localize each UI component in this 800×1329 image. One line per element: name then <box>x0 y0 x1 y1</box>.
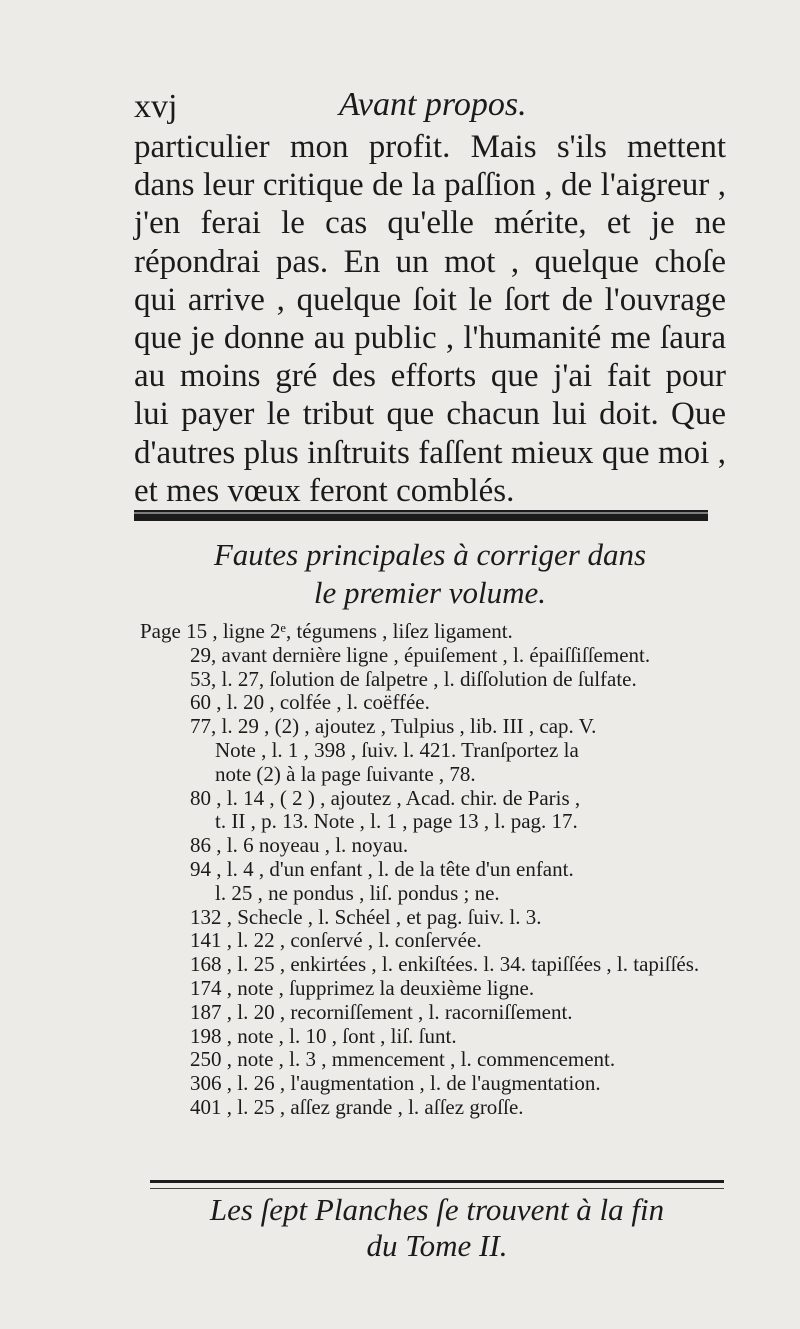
errata-row: 29, avant dernière ligne , épuiſement , l. épaiſſiſſement. <box>190 642 651 667</box>
body-line: et mes vœux feront comblés. <box>134 472 515 509</box>
errata-row: Page 15 , ligne 2ᵉ, tégumens , liſez ligament. <box>140 619 513 643</box>
errata-row: 187 , l. 20 , recorniſſement , l. racorniſſement. <box>190 999 573 1024</box>
errata-row: 77, l. 29 , (2) , ajoutez , Tulpius , lib. III , cap. V. <box>190 714 597 739</box>
page-number: xvj <box>134 88 178 125</box>
footer-note <box>150 1192 724 1264</box>
footer-divider <box>150 1180 724 1189</box>
errata-row: 132 , Schecle , l. Schéel , et pag. ſuiv. l. 3. <box>190 904 542 929</box>
errata-row: 80 , l. 14 , ( 2 ) , ajoutez , Acad. chir. de Paris , <box>190 785 581 810</box>
errata-heading-line: le premier volume. <box>313 575 547 610</box>
errata-row: 198 , note , l. 10 , ſont , liſ. ſunt. <box>190 1023 457 1048</box>
errata-row: 86 , l. 6 noyeau , l. noyau. <box>190 833 409 858</box>
body-line: j'en ferai le cas qu'elle mérite, et je ne <box>134 205 726 242</box>
errata-heading-line: Fautes principales à corriger dans <box>213 537 647 572</box>
errata-row: 94 , l. 4 , d'un enfant , l. de la tête d'un enfant. <box>190 856 574 881</box>
errata-row: 401 , l. 25 , aſſez grande , l. aſſez groſſe. <box>190 1094 524 1119</box>
errata-heading <box>140 536 720 612</box>
errata-row: Note , l. 1 , 398 , ſuiv. l. 421. Tranſportez la <box>215 737 579 762</box>
errata-row: 174 , note , ſupprimez la deuxième ligne. <box>190 975 535 1000</box>
body-line: répondrai pas. En un mot , quelque choſe <box>134 243 726 280</box>
errata-row: 53, l. 27, ſolution de ſalpetre , l. diſſolution de ſulfate. <box>190 666 637 691</box>
footer-line: du Tome II. <box>366 1228 508 1263</box>
footer-line: Les ſept Planches ſe trouvent à la fin <box>209 1192 665 1227</box>
running-title: Avant propos. <box>339 86 527 123</box>
body-line: qui arrive , quelque ſoit le ſort de l'ouvrage <box>134 281 726 318</box>
body-line: d'autres plus inſtruits faſſent mieux que moi , <box>134 434 726 471</box>
page-header <box>134 86 734 130</box>
errata-row: 306 , l. 26 , l'augmentation , l. de l'augmentation. <box>190 1071 601 1096</box>
body-line: dans leur critique de la paſſion , de l'aigreur , <box>134 167 726 204</box>
errata-row: t. II , p. 13. Note , l. 1 , page 13 , l. pag. 17. <box>215 809 578 834</box>
body-line: que je donne au public , l'humanité me ſaura <box>134 320 726 357</box>
errata-list <box>140 620 725 1120</box>
body-line: particulier mon profit. Mais s'ils mettent <box>134 129 726 165</box>
section-divider <box>134 510 708 521</box>
errata-row: 141 , l. 22 , conſervé , l. conſervée. <box>190 928 482 953</box>
body-line: lui payer le tribut que chacun lui doit. Que <box>134 396 726 433</box>
errata-row: 250 , note , l. 3 , mmencement , l. commencement. <box>190 1047 616 1072</box>
body-line: au moins gré des efforts que j'ai fait pour <box>134 358 726 395</box>
errata-row: l. 25 , ne pondus , liſ. pondus ; ne. <box>215 880 500 905</box>
errata-row: 168 , l. 25 , enkirtées , l. enkiſtées. l. 34. tapiſſées , l. tapiſſés. <box>190 952 700 977</box>
errata-row: 60 , l. 20 , colfée , l. coëffée. <box>190 690 430 715</box>
body-paragraph <box>134 128 726 510</box>
errata-row: note (2) à la page ſuivante , 78. <box>215 761 476 786</box>
